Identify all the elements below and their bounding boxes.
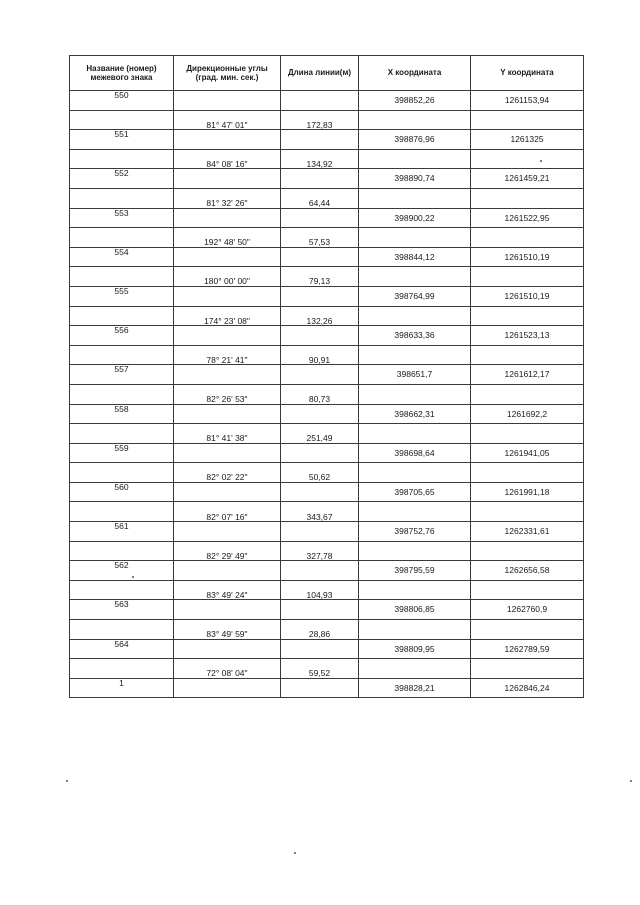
table-row xyxy=(70,267,584,287)
empty-cell xyxy=(70,502,174,522)
point-name-cell: 563 xyxy=(70,600,174,620)
empty-cell xyxy=(471,306,584,326)
empty-cell xyxy=(471,580,584,600)
empty-cell xyxy=(359,228,471,248)
table-row xyxy=(70,188,584,208)
line-length-cell: 59,52 xyxy=(281,659,359,679)
direction-angle-cell: 82° 02' 22" xyxy=(174,463,281,483)
y-coordinate-cell: 1261522,95 xyxy=(471,208,584,228)
empty-cell xyxy=(70,345,174,365)
table-row xyxy=(70,247,584,267)
x-coordinate-cell: 398828,21 xyxy=(359,678,471,698)
table-row xyxy=(70,463,584,483)
table-row xyxy=(70,620,584,640)
x-coordinate-cell: 398662,31 xyxy=(359,404,471,424)
table-row xyxy=(70,384,584,404)
empty-cell xyxy=(359,149,471,169)
x-coordinate-cell: 398633,36 xyxy=(359,326,471,346)
table-row xyxy=(70,424,584,444)
y-coordinate-cell: 1262760,9 xyxy=(471,600,584,620)
x-coordinate-cell: 398890,74 xyxy=(359,169,471,189)
empty-cell xyxy=(174,600,281,620)
empty-cell xyxy=(359,345,471,365)
table-row xyxy=(70,659,584,679)
table-body xyxy=(70,91,584,698)
empty-cell xyxy=(174,404,281,424)
direction-angle-cell: 180° 00' 00" xyxy=(174,267,281,287)
empty-cell xyxy=(281,208,359,228)
x-coordinate-cell: 398752,76 xyxy=(359,522,471,542)
y-coordinate-cell: 1261612,17 xyxy=(471,365,584,385)
table-row xyxy=(70,365,584,385)
empty-cell xyxy=(70,267,174,287)
table-row xyxy=(70,326,584,346)
empty-cell xyxy=(359,541,471,561)
empty-cell xyxy=(174,365,281,385)
empty-cell xyxy=(281,678,359,698)
empty-cell xyxy=(471,541,584,561)
empty-cell xyxy=(174,482,281,502)
empty-cell xyxy=(471,620,584,640)
scan-speck xyxy=(540,160,542,162)
empty-cell xyxy=(359,384,471,404)
line-length-cell: 50,62 xyxy=(281,463,359,483)
header-point-name: Название (номер) межевого знака xyxy=(70,56,174,91)
scan-speck xyxy=(630,780,632,782)
y-coordinate-cell: 1261459,21 xyxy=(471,169,584,189)
header-y-coordinate: Y координата xyxy=(471,56,584,91)
y-coordinate-cell: 1261510,19 xyxy=(471,247,584,267)
empty-cell xyxy=(471,345,584,365)
empty-cell xyxy=(281,600,359,620)
line-length-cell: 134,92 xyxy=(281,149,359,169)
empty-cell xyxy=(70,384,174,404)
point-name-cell: 557 xyxy=(70,365,174,385)
empty-cell xyxy=(471,659,584,679)
x-coordinate-cell: 398844,12 xyxy=(359,247,471,267)
table-row xyxy=(70,404,584,424)
empty-cell xyxy=(70,620,174,640)
line-length-cell: 64,44 xyxy=(281,188,359,208)
x-coordinate-cell: 398852,26 xyxy=(359,91,471,111)
table-row xyxy=(70,228,584,248)
y-coordinate-cell: 1261153,94 xyxy=(471,91,584,111)
x-coordinate-cell: 398806,85 xyxy=(359,600,471,620)
line-length-cell: 132,26 xyxy=(281,306,359,326)
direction-angle-cell: 78° 21' 41" xyxy=(174,345,281,365)
empty-cell xyxy=(70,188,174,208)
point-name-cell: 559 xyxy=(70,443,174,463)
point-name-cell: 562 xyxy=(70,561,174,581)
y-coordinate-cell: 1261991,18 xyxy=(471,482,584,502)
x-coordinate-cell: 398809,95 xyxy=(359,639,471,659)
empty-cell xyxy=(70,580,174,600)
empty-cell xyxy=(281,443,359,463)
direction-angle-cell: 192° 48' 50" xyxy=(174,228,281,248)
table-row xyxy=(70,639,584,659)
empty-cell xyxy=(70,110,174,130)
empty-cell xyxy=(70,149,174,169)
line-length-cell: 57,53 xyxy=(281,228,359,248)
coordinates-table xyxy=(69,55,584,698)
y-coordinate-cell: 1262789,59 xyxy=(471,639,584,659)
empty-cell xyxy=(281,639,359,659)
y-coordinate-cell: 1261510,19 xyxy=(471,286,584,306)
table-row xyxy=(70,169,584,189)
line-length-cell: 172,83 xyxy=(281,110,359,130)
x-coordinate-cell: 398698,64 xyxy=(359,443,471,463)
empty-cell xyxy=(359,110,471,130)
table-row xyxy=(70,208,584,228)
empty-cell xyxy=(471,149,584,169)
empty-cell xyxy=(471,267,584,287)
point-name-cell: 553 xyxy=(70,208,174,228)
y-coordinate-cell: 1261325 xyxy=(471,130,584,150)
point-name-cell: 552 xyxy=(70,169,174,189)
point-name-cell: 555 xyxy=(70,286,174,306)
point-name-cell: 554 xyxy=(70,247,174,267)
scan-speck xyxy=(132,576,134,578)
x-coordinate-cell: 398705,65 xyxy=(359,482,471,502)
empty-cell xyxy=(359,267,471,287)
x-coordinate-cell: 398900,22 xyxy=(359,208,471,228)
line-length-cell: 343,67 xyxy=(281,502,359,522)
empty-cell xyxy=(70,541,174,561)
empty-cell xyxy=(174,208,281,228)
empty-cell xyxy=(174,91,281,111)
x-coordinate-cell: 398764,99 xyxy=(359,286,471,306)
empty-cell xyxy=(174,561,281,581)
direction-angle-cell: 83° 49' 24" xyxy=(174,580,281,600)
table-row xyxy=(70,149,584,169)
header-direction-angle: Дирекционные углы (град. мин. сек.) xyxy=(174,56,281,91)
empty-cell xyxy=(174,247,281,267)
y-coordinate-cell: 1262331,61 xyxy=(471,522,584,542)
empty-cell xyxy=(359,580,471,600)
table-row xyxy=(70,286,584,306)
empty-cell xyxy=(174,639,281,659)
point-name-cell: 558 xyxy=(70,404,174,424)
empty-cell xyxy=(281,326,359,346)
direction-angle-cell: 83° 49' 59" xyxy=(174,620,281,640)
empty-cell xyxy=(281,482,359,502)
empty-cell xyxy=(281,91,359,111)
empty-cell xyxy=(174,286,281,306)
x-coordinate-cell: 398876,96 xyxy=(359,130,471,150)
y-coordinate-cell: 1262846,24 xyxy=(471,678,584,698)
line-length-cell: 327,78 xyxy=(281,541,359,561)
table-row xyxy=(70,541,584,561)
empty-cell xyxy=(70,463,174,483)
header-x-coordinate: X координата xyxy=(359,56,471,91)
table-row xyxy=(70,110,584,130)
y-coordinate-cell: 1261692,2 xyxy=(471,404,584,424)
empty-cell xyxy=(281,286,359,306)
point-name-cell: 564 xyxy=(70,639,174,659)
point-name-cell: 550 xyxy=(70,91,174,111)
point-name-cell: 556 xyxy=(70,326,174,346)
empty-cell xyxy=(471,228,584,248)
scan-speck xyxy=(66,780,68,782)
empty-cell xyxy=(70,306,174,326)
table-row xyxy=(70,443,584,463)
empty-cell xyxy=(471,188,584,208)
empty-cell xyxy=(174,522,281,542)
direction-angle-cell: 84° 08' 16" xyxy=(174,149,281,169)
empty-cell xyxy=(281,561,359,581)
empty-cell xyxy=(174,678,281,698)
table-row xyxy=(70,130,584,150)
table-header-row xyxy=(70,56,584,91)
empty-cell xyxy=(471,110,584,130)
y-coordinate-cell: 1261941,05 xyxy=(471,443,584,463)
empty-cell xyxy=(281,404,359,424)
table-row xyxy=(70,482,584,502)
empty-cell xyxy=(359,306,471,326)
direction-angle-cell: 82° 29' 49" xyxy=(174,541,281,561)
empty-cell xyxy=(471,502,584,522)
y-coordinate-cell: 1262656,58 xyxy=(471,561,584,581)
table-row xyxy=(70,306,584,326)
empty-cell xyxy=(281,522,359,542)
empty-cell xyxy=(174,326,281,346)
empty-cell xyxy=(174,130,281,150)
scan-speck xyxy=(294,852,296,854)
empty-cell xyxy=(174,443,281,463)
direction-angle-cell: 72° 08' 04" xyxy=(174,659,281,679)
empty-cell xyxy=(70,424,174,444)
line-length-cell: 79,13 xyxy=(281,267,359,287)
point-name-cell: 551 xyxy=(70,130,174,150)
empty-cell xyxy=(281,247,359,267)
point-name-cell: 1 xyxy=(70,678,174,698)
table-row xyxy=(70,91,584,111)
empty-cell xyxy=(70,228,174,248)
point-name-cell: 561 xyxy=(70,522,174,542)
x-coordinate-cell: 398651,7 xyxy=(359,365,471,385)
x-coordinate-cell: 398795,59 xyxy=(359,561,471,581)
y-coordinate-cell: 1261523,13 xyxy=(471,326,584,346)
table-row xyxy=(70,522,584,542)
table-row xyxy=(70,561,584,581)
empty-cell xyxy=(471,463,584,483)
direction-angle-cell: 81° 41' 38" xyxy=(174,424,281,444)
line-length-cell: 104,93 xyxy=(281,580,359,600)
empty-cell xyxy=(359,188,471,208)
table-row xyxy=(70,580,584,600)
table-row xyxy=(70,600,584,620)
table-row xyxy=(70,345,584,365)
line-length-cell: 80,73 xyxy=(281,384,359,404)
empty-cell xyxy=(359,620,471,640)
table-row xyxy=(70,502,584,522)
empty-cell xyxy=(70,659,174,679)
empty-cell xyxy=(359,502,471,522)
table-row xyxy=(70,678,584,698)
direction-angle-cell: 174° 23' 08" xyxy=(174,306,281,326)
empty-cell xyxy=(281,130,359,150)
empty-cell xyxy=(281,169,359,189)
empty-cell xyxy=(471,384,584,404)
empty-cell xyxy=(359,463,471,483)
line-length-cell: 90,91 xyxy=(281,345,359,365)
direction-angle-cell: 82° 07' 16" xyxy=(174,502,281,522)
empty-cell xyxy=(471,424,584,444)
point-name-cell: 560 xyxy=(70,482,174,502)
direction-angle-cell: 82° 26' 53" xyxy=(174,384,281,404)
direction-angle-cell: 81° 47' 01" xyxy=(174,110,281,130)
empty-cell xyxy=(174,169,281,189)
line-length-cell: 251,49 xyxy=(281,424,359,444)
empty-cell xyxy=(281,365,359,385)
header-line-length: Длина линии(м) xyxy=(281,56,359,91)
empty-cell xyxy=(359,659,471,679)
empty-cell xyxy=(359,424,471,444)
line-length-cell: 28,86 xyxy=(281,620,359,640)
direction-angle-cell: 81° 32' 26" xyxy=(174,188,281,208)
